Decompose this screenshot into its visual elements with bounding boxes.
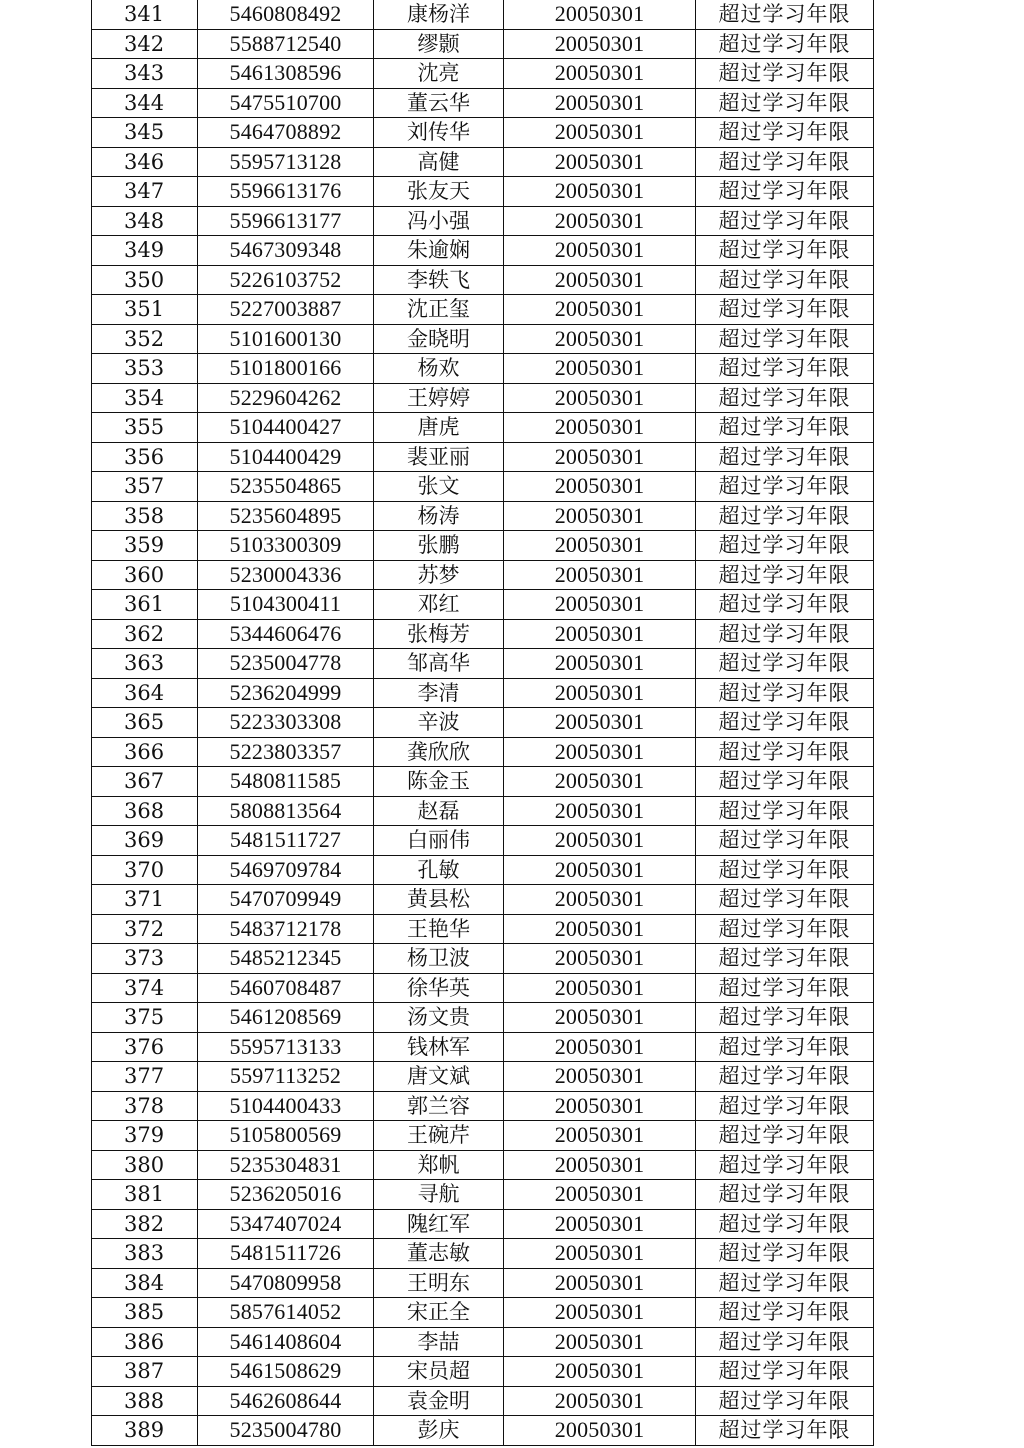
row-number-cell: 371 (92, 885, 198, 915)
student-id-cell: 5597113252 (198, 1062, 374, 1092)
row-number-cell: 380 (92, 1150, 198, 1180)
reason-cell: 超过学习年限 (696, 354, 874, 384)
student-name-cell: 赵磊 (374, 796, 504, 826)
reason-cell: 超过学习年限 (696, 678, 874, 708)
student-id-cell: 5103300309 (198, 531, 374, 561)
table-row (92, 1003, 874, 1033)
reason-cell: 超过学习年限 (696, 973, 874, 1003)
row-number-cell: 367 (92, 767, 198, 797)
row-number-cell: 385 (92, 1298, 198, 1328)
row-number-cell: 383 (92, 1239, 198, 1269)
table-row (92, 472, 874, 502)
date-cell: 20050301 (504, 0, 696, 29)
table-row (92, 1150, 874, 1180)
date-cell: 20050301 (504, 442, 696, 472)
student-name-cell: 隗红军 (374, 1209, 504, 1239)
student-id-cell: 5235604895 (198, 501, 374, 531)
student-name-cell: 杨欢 (374, 354, 504, 384)
student-name-cell: 白丽伟 (374, 826, 504, 856)
student-id-cell: 5461208569 (198, 1003, 374, 1033)
row-number-cell: 384 (92, 1268, 198, 1298)
student-name-cell: 郭兰容 (374, 1091, 504, 1121)
student-name-cell: 沈亮 (374, 59, 504, 89)
student-name-cell: 刘传华 (374, 118, 504, 148)
reason-cell: 超过学习年限 (696, 1032, 874, 1062)
student-name-cell: 徐华英 (374, 973, 504, 1003)
student-id-cell: 5464708892 (198, 118, 374, 148)
reason-cell: 超过学习年限 (696, 1386, 874, 1416)
reason-cell: 超过学习年限 (696, 796, 874, 826)
date-cell: 20050301 (504, 59, 696, 89)
table-row (92, 59, 874, 89)
table-row (92, 1062, 874, 1092)
student-id-cell: 5470809958 (198, 1268, 374, 1298)
student-id-cell: 5101600130 (198, 324, 374, 354)
date-cell: 20050301 (504, 88, 696, 118)
row-number-cell: 352 (92, 324, 198, 354)
reason-cell: 超过学习年限 (696, 855, 874, 885)
date-cell: 20050301 (504, 737, 696, 767)
row-number-cell: 370 (92, 855, 198, 885)
table-row (92, 1268, 874, 1298)
student-id-cell: 5223303308 (198, 708, 374, 738)
date-cell: 20050301 (504, 1386, 696, 1416)
date-cell: 20050301 (504, 1003, 696, 1033)
date-cell: 20050301 (504, 531, 696, 561)
row-number-cell: 366 (92, 737, 198, 767)
table-row (92, 944, 874, 974)
date-cell: 20050301 (504, 973, 696, 1003)
reason-cell: 超过学习年限 (696, 442, 874, 472)
row-number-cell: 346 (92, 147, 198, 177)
student-id-cell: 5223803357 (198, 737, 374, 767)
date-cell: 20050301 (504, 1298, 696, 1328)
student-name-cell: 汤文贵 (374, 1003, 504, 1033)
date-cell: 20050301 (504, 29, 696, 59)
date-cell: 20050301 (504, 295, 696, 325)
student-id-cell: 5104400427 (198, 413, 374, 443)
reason-cell: 超过学习年限 (696, 147, 874, 177)
table-row (92, 855, 874, 885)
student-name-cell: 钱林军 (374, 1032, 504, 1062)
row-number-cell: 349 (92, 236, 198, 266)
student-name-cell: 王碗芹 (374, 1121, 504, 1151)
date-cell: 20050301 (504, 413, 696, 443)
row-number-cell: 361 (92, 590, 198, 620)
date-cell: 20050301 (504, 472, 696, 502)
reason-cell: 超过学习年限 (696, 826, 874, 856)
student-id-cell: 5462608644 (198, 1386, 374, 1416)
student-name-cell: 宋正全 (374, 1298, 504, 1328)
reason-cell: 超过学习年限 (696, 885, 874, 915)
student-name-cell: 唐文斌 (374, 1062, 504, 1092)
student-id-cell: 5461408604 (198, 1327, 374, 1357)
reason-cell: 超过学习年限 (696, 708, 874, 738)
date-cell: 20050301 (504, 767, 696, 797)
student-id-cell: 5101800166 (198, 354, 374, 384)
table-row (92, 265, 874, 295)
date-cell: 20050301 (504, 649, 696, 679)
student-id-cell: 5595713133 (198, 1032, 374, 1062)
reason-cell: 超过学习年限 (696, 501, 874, 531)
student-name-cell: 苏梦 (374, 560, 504, 590)
row-number-cell: 344 (92, 88, 198, 118)
student-name-cell: 王艳华 (374, 914, 504, 944)
reason-cell: 超过学习年限 (696, 944, 874, 974)
student-name-cell: 黄县松 (374, 885, 504, 915)
reason-cell: 超过学习年限 (696, 1150, 874, 1180)
student-name-cell: 杨卫波 (374, 944, 504, 974)
table-row (92, 1239, 874, 1269)
date-cell: 20050301 (504, 118, 696, 148)
student-name-cell: 朱逾娴 (374, 236, 504, 266)
table-row (92, 0, 874, 29)
row-number-cell: 353 (92, 354, 198, 384)
row-number-cell: 357 (92, 472, 198, 502)
reason-cell: 超过学习年限 (696, 1209, 874, 1239)
date-cell: 20050301 (504, 324, 696, 354)
student-name-cell: 孔敏 (374, 855, 504, 885)
row-number-cell: 348 (92, 206, 198, 236)
row-number-cell: 378 (92, 1091, 198, 1121)
reason-cell: 超过学习年限 (696, 1091, 874, 1121)
reason-cell: 超过学习年限 (696, 118, 874, 148)
row-number-cell: 363 (92, 649, 198, 679)
table-row (92, 88, 874, 118)
date-cell: 20050301 (504, 1091, 696, 1121)
student-id-cell: 5475510700 (198, 88, 374, 118)
date-cell: 20050301 (504, 265, 696, 295)
row-number-cell: 377 (92, 1062, 198, 1092)
student-id-cell: 5596613177 (198, 206, 374, 236)
row-number-cell: 360 (92, 560, 198, 590)
date-cell: 20050301 (504, 796, 696, 826)
table-row (92, 1327, 874, 1357)
student-id-cell: 5235304831 (198, 1150, 374, 1180)
reason-cell: 超过学习年限 (696, 413, 874, 443)
date-cell: 20050301 (504, 147, 696, 177)
table-row (92, 767, 874, 797)
reason-cell: 超过学习年限 (696, 560, 874, 590)
row-number-cell: 369 (92, 826, 198, 856)
student-name-cell: 张文 (374, 472, 504, 502)
date-cell: 20050301 (504, 177, 696, 207)
reason-cell: 超过学习年限 (696, 914, 874, 944)
student-name-cell: 康杨洋 (374, 0, 504, 29)
date-cell: 20050301 (504, 1150, 696, 1180)
table-row (92, 1121, 874, 1151)
student-id-cell: 5236204999 (198, 678, 374, 708)
date-cell: 20050301 (504, 1327, 696, 1357)
reason-cell: 超过学习年限 (696, 472, 874, 502)
student-name-cell: 袁金明 (374, 1386, 504, 1416)
student-name-cell: 冯小强 (374, 206, 504, 236)
student-id-cell: 5235504865 (198, 472, 374, 502)
reason-cell: 超过学习年限 (696, 1327, 874, 1357)
table-row (92, 324, 874, 354)
reason-cell: 超过学习年限 (696, 649, 874, 679)
date-cell: 20050301 (504, 236, 696, 266)
student-id-cell: 5460808492 (198, 0, 374, 29)
table-row (92, 413, 874, 443)
date-cell: 20050301 (504, 1416, 696, 1446)
reason-cell: 超过学习年限 (696, 1180, 874, 1210)
student-name-cell: 李清 (374, 678, 504, 708)
date-cell: 20050301 (504, 383, 696, 413)
student-name-cell: 李轶飞 (374, 265, 504, 295)
student-name-cell: 张鹏 (374, 531, 504, 561)
row-number-cell: 381 (92, 1180, 198, 1210)
row-number-cell: 379 (92, 1121, 198, 1151)
student-name-cell: 缪颢 (374, 29, 504, 59)
reason-cell: 超过学习年限 (696, 1268, 874, 1298)
reason-cell: 超过学习年限 (696, 29, 874, 59)
table-row (92, 442, 874, 472)
table-row (92, 383, 874, 413)
student-name-cell: 沈正玺 (374, 295, 504, 325)
row-number-cell: 387 (92, 1357, 198, 1387)
table-row (92, 649, 874, 679)
row-number-cell: 386 (92, 1327, 198, 1357)
table-row (92, 1416, 874, 1446)
student-name-cell: 王婷婷 (374, 383, 504, 413)
reason-cell: 超过学习年限 (696, 619, 874, 649)
reason-cell: 超过学习年限 (696, 206, 874, 236)
reason-cell: 超过学习年限 (696, 590, 874, 620)
table-row (92, 885, 874, 915)
row-number-cell: 341 (92, 0, 198, 29)
table-row (92, 295, 874, 325)
reason-cell: 超过学习年限 (696, 531, 874, 561)
table-row (92, 531, 874, 561)
table-row (92, 590, 874, 620)
date-cell: 20050301 (504, 1209, 696, 1239)
table-row (92, 1032, 874, 1062)
reason-cell: 超过学习年限 (696, 767, 874, 797)
table-row (92, 1091, 874, 1121)
student-id-cell: 5480811585 (198, 767, 374, 797)
reason-cell: 超过学习年限 (696, 88, 874, 118)
reason-cell: 超过学习年限 (696, 0, 874, 29)
student-id-cell: 5461308596 (198, 59, 374, 89)
student-name-cell: 龚欣欣 (374, 737, 504, 767)
row-number-cell: 355 (92, 413, 198, 443)
date-cell: 20050301 (504, 206, 696, 236)
student-id-cell: 5235004780 (198, 1416, 374, 1446)
date-cell: 20050301 (504, 501, 696, 531)
row-number-cell: 351 (92, 295, 198, 325)
table-row (92, 147, 874, 177)
row-number-cell: 389 (92, 1416, 198, 1446)
table-row (92, 560, 874, 590)
student-id-cell: 5481511726 (198, 1239, 374, 1269)
student-name-cell: 邹高华 (374, 649, 504, 679)
date-cell: 20050301 (504, 855, 696, 885)
row-number-cell: 345 (92, 118, 198, 148)
student-id-cell: 5230004336 (198, 560, 374, 590)
student-id-cell: 5104300411 (198, 590, 374, 620)
date-cell: 20050301 (504, 354, 696, 384)
student-id-cell: 5227003887 (198, 295, 374, 325)
reason-cell: 超过学习年限 (696, 295, 874, 325)
student-id-cell: 5347407024 (198, 1209, 374, 1239)
date-cell: 20050301 (504, 1239, 696, 1269)
row-number-cell: 354 (92, 383, 198, 413)
student-id-cell: 5481511727 (198, 826, 374, 856)
row-number-cell: 364 (92, 678, 198, 708)
student-id-cell: 5104400433 (198, 1091, 374, 1121)
student-name-cell: 裴亚丽 (374, 442, 504, 472)
date-cell: 20050301 (504, 1032, 696, 1062)
row-number-cell: 350 (92, 265, 198, 295)
student-name-cell: 王明东 (374, 1268, 504, 1298)
reason-cell: 超过学习年限 (696, 737, 874, 767)
date-cell: 20050301 (504, 885, 696, 915)
student-name-cell: 张友天 (374, 177, 504, 207)
student-id-cell: 5470709949 (198, 885, 374, 915)
date-cell: 20050301 (504, 590, 696, 620)
student-id-cell: 5485212345 (198, 944, 374, 974)
row-number-cell: 368 (92, 796, 198, 826)
student-id-cell: 5344606476 (198, 619, 374, 649)
table-row (92, 1386, 874, 1416)
reason-cell: 超过学习年限 (696, 383, 874, 413)
student-name-cell: 唐虎 (374, 413, 504, 443)
student-name-cell: 辛波 (374, 708, 504, 738)
table-row (92, 619, 874, 649)
date-cell: 20050301 (504, 1121, 696, 1151)
date-cell: 20050301 (504, 1357, 696, 1387)
reason-cell: 超过学习年限 (696, 1003, 874, 1033)
table-row (92, 354, 874, 384)
reason-cell: 超过学习年限 (696, 236, 874, 266)
table-row (92, 914, 874, 944)
row-number-cell: 342 (92, 29, 198, 59)
student-name-cell: 董云华 (374, 88, 504, 118)
student-id-cell: 5483712178 (198, 914, 374, 944)
date-cell: 20050301 (504, 560, 696, 590)
date-cell: 20050301 (504, 1180, 696, 1210)
student-name-cell: 李喆 (374, 1327, 504, 1357)
student-id-cell: 5857614052 (198, 1298, 374, 1328)
student-list-table-container (91, 0, 873, 1446)
table-row (92, 708, 874, 738)
table-row (92, 1298, 874, 1328)
student-name-cell: 金晓明 (374, 324, 504, 354)
date-cell: 20050301 (504, 1062, 696, 1092)
student-name-cell: 杨涛 (374, 501, 504, 531)
reason-cell: 超过学习年限 (696, 177, 874, 207)
student-name-cell: 邓红 (374, 590, 504, 620)
table-body (92, 0, 874, 1445)
student-name-cell: 宋员超 (374, 1357, 504, 1387)
date-cell: 20050301 (504, 708, 696, 738)
student-id-cell: 5104400429 (198, 442, 374, 472)
row-number-cell: 376 (92, 1032, 198, 1062)
student-id-cell: 5105800569 (198, 1121, 374, 1151)
row-number-cell: 388 (92, 1386, 198, 1416)
student-id-cell: 5469709784 (198, 855, 374, 885)
table-row (92, 177, 874, 207)
row-number-cell: 356 (92, 442, 198, 472)
date-cell: 20050301 (504, 678, 696, 708)
student-name-cell: 寻航 (374, 1180, 504, 1210)
table-row (92, 1357, 874, 1387)
date-cell: 20050301 (504, 1268, 696, 1298)
date-cell: 20050301 (504, 944, 696, 974)
student-id-cell: 5595713128 (198, 147, 374, 177)
row-number-cell: 362 (92, 619, 198, 649)
table-row (92, 1209, 874, 1239)
student-id-cell: 5226103752 (198, 265, 374, 295)
reason-cell: 超过学习年限 (696, 1416, 874, 1446)
row-number-cell: 358 (92, 501, 198, 531)
reason-cell: 超过学习年限 (696, 1357, 874, 1387)
table-row (92, 1180, 874, 1210)
table-row (92, 796, 874, 826)
reason-cell: 超过学习年限 (696, 59, 874, 89)
reason-cell: 超过学习年限 (696, 1062, 874, 1092)
student-id-cell: 5596613176 (198, 177, 374, 207)
student-list-table (91, 0, 874, 1446)
reason-cell: 超过学习年限 (696, 1298, 874, 1328)
date-cell: 20050301 (504, 914, 696, 944)
row-number-cell: 374 (92, 973, 198, 1003)
reason-cell: 超过学习年限 (696, 1121, 874, 1151)
student-id-cell: 5229604262 (198, 383, 374, 413)
table-row (92, 973, 874, 1003)
student-id-cell: 5460708487 (198, 973, 374, 1003)
row-number-cell: 373 (92, 944, 198, 974)
row-number-cell: 359 (92, 531, 198, 561)
date-cell: 20050301 (504, 826, 696, 856)
row-number-cell: 343 (92, 59, 198, 89)
table-row (92, 737, 874, 767)
student-name-cell: 董志敏 (374, 1239, 504, 1269)
row-number-cell: 382 (92, 1209, 198, 1239)
table-row (92, 501, 874, 531)
row-number-cell: 347 (92, 177, 198, 207)
row-number-cell: 375 (92, 1003, 198, 1033)
table-row (92, 826, 874, 856)
table-row (92, 678, 874, 708)
reason-cell: 超过学习年限 (696, 1239, 874, 1269)
student-name-cell: 郑帆 (374, 1150, 504, 1180)
table-row (92, 118, 874, 148)
student-id-cell: 5588712540 (198, 29, 374, 59)
reason-cell: 超过学习年限 (696, 265, 874, 295)
reason-cell: 超过学习年限 (696, 324, 874, 354)
student-id-cell: 5461508629 (198, 1357, 374, 1387)
date-cell: 20050301 (504, 619, 696, 649)
table-row (92, 206, 874, 236)
student-id-cell: 5236205016 (198, 1180, 374, 1210)
table-row (92, 29, 874, 59)
student-name-cell: 张梅芳 (374, 619, 504, 649)
table-row (92, 236, 874, 266)
student-id-cell: 5467309348 (198, 236, 374, 266)
student-id-cell: 5808813564 (198, 796, 374, 826)
student-name-cell: 高健 (374, 147, 504, 177)
student-name-cell: 陈金玉 (374, 767, 504, 797)
row-number-cell: 372 (92, 914, 198, 944)
row-number-cell: 365 (92, 708, 198, 738)
student-id-cell: 5235004778 (198, 649, 374, 679)
student-name-cell: 彭庆 (374, 1416, 504, 1446)
